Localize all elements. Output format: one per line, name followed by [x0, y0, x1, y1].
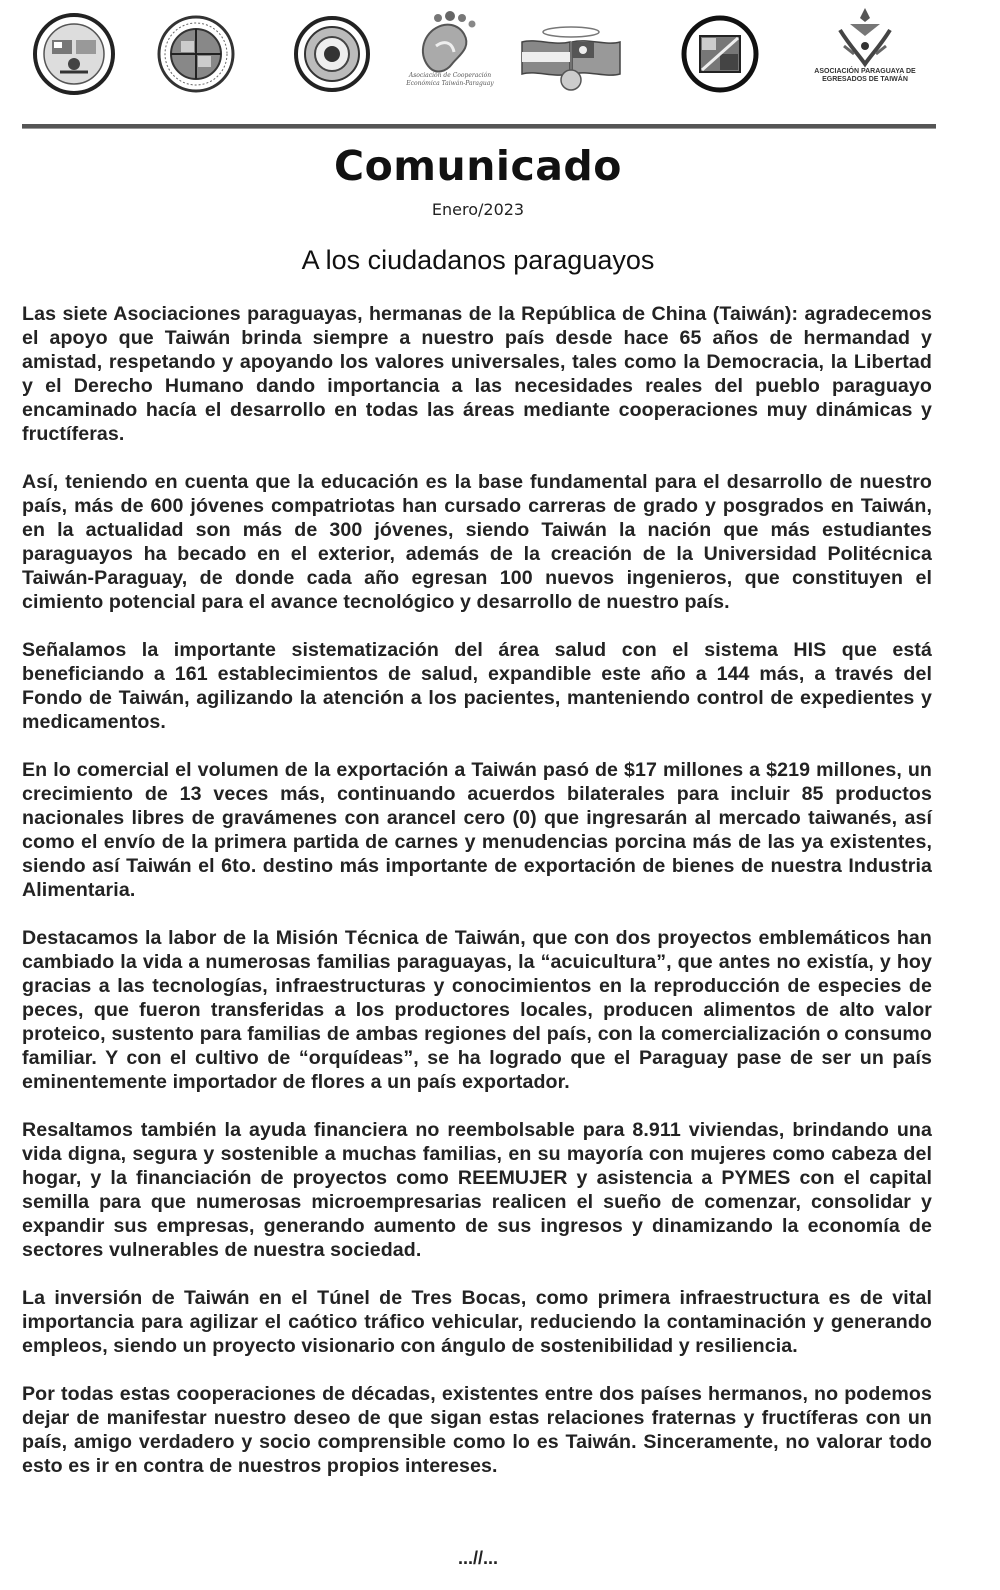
logo-asociacion-1 — [32, 6, 116, 106]
paragraph-3: Señalamos la importante sistematización del área salud con el sistema HIS que está beneficiando a 161 establecimientos de salud, expandible este año a 144 más, a través del Fondo de Taiwán, agilizando la atención a los pacientes, manteniendo control de expedientes y medicamentos. — [22, 639, 932, 733]
paragraph-8: Por todas estas cooperaciones de décadas, existentes entre dos países hermanos, no podemos dejar de manifestar nuestro deseo de que sigan estas relaciones fraternas y fructíferas con un país, amigo verdadero y socio comprensible como lo es Taiwán. Sinceramente, no valorar todo esto es ir en contra de nuestros propios intereses. — [22, 1383, 932, 1477]
emblem-footprint-icon — [400, 6, 500, 76]
logo-asociacion-4 — [400, 6, 500, 106]
emblem-circle-flags-icon — [32, 12, 116, 96]
paragraph-6: Resaltamos también la ayuda financiera no reembolsable para 8.911 viviendas, brindando una vida digna, segura y sostenible a muchas familias, en su mayoría con mujeres como cabeza del hogar, y la financiación de proyectos como REEMUJER y asistencia a PYMES con el capital semilla para que numerosas microempresarias realicen el sueño de comenzar, consolidar y expandir sus empresas, generando aumento de sus ingresos y dinamizando la economía de sectores vulnerables de nuestra sociedad. — [22, 1119, 932, 1261]
logo-asociacion-2 — [156, 6, 240, 106]
logo-caption-4: Asociación de Cooperación Económica Taiwán-Paraguay — [406, 72, 494, 87]
paragraph-1: Las siete Asociaciones paraguayas, hermanas de la República de China (Taiwán): agradecemos el apoyo que Taiwán brinda siempre a nuestro país desde hace 65 años de hermandad y amistad, respetando y apoyando los valores universales, tales como la Democracia, la Libertad y el Derecho Humano dando importancia a las necesidades reales del pueblo paraguayo encaminado hacía el desarrollo en todas las áreas mediante cooperaciones muy dinámicas y fructíferas. — [22, 303, 932, 445]
logo-asociacion-5 — [516, 6, 626, 106]
logos-row — [22, 6, 934, 106]
logo-asociacion-6 — [680, 6, 760, 106]
document-body — [22, 302, 932, 1502]
paragraph-7: La inversión de Taiwán en el Túnel de Tres Bocas, como primera infraestructura es de vital importancia para agilizar el caótico tráfico vehicular, reduciendo la contaminación y generando empleos, siendo un proyecto visionario con ángulo de sostenibilidad y resiliencia. — [22, 1287, 932, 1357]
logo-asociacion-3 — [292, 6, 372, 106]
document-date: Enero/2023 — [431, 200, 525, 219]
paragraph-5: Destacamos la labor de la Misión Técnica de Taiwán, que con dos proyectos emblemáticos han cambiado la vida a numerosas familias paraguayas, la “acuicultura”, que antes no existía, y hoy gracias a las tecnologías, infraestructuras y conocimientos en la reproducción de especies de peces, que fueron transferidas a los productores locales, producen alimentos de alto valor proteico, sustento para familias de ambas regiones del país, con la comercialización o consumo familiar. Y con el cultivo de “orquídeas”, se ha logrado que el Paraguay pase de ser un país eminentemente importador de flores a un país exportador. — [22, 927, 932, 1093]
continuation-mark: ...//... — [457, 1548, 498, 1568]
header-divider — [22, 124, 936, 129]
emblem-circle-globe-icon — [156, 14, 236, 94]
emblem-circle-square-icon — [680, 14, 760, 94]
emblem-cap-icon — [810, 6, 920, 68]
document-subtitle: A los ciudadanos paraguayos — [301, 245, 655, 275]
emblem-flags-icon — [516, 12, 626, 96]
logo-caption-7: ASOCIACIÓN PARAGUAYA DE EGRESADOS DE TAIWÁN — [814, 68, 916, 83]
document-title: Comunicado — [334, 142, 622, 190]
emblem-circle-seal-icon — [292, 14, 372, 94]
paragraph-4: En lo comercial el volumen de la exportación a Taiwán pasó de $17 millones a $219 millones, un crecimiento de 13 veces más, continuando acuerdos bilaterales para incluir 85 productos nacionales libres de gravámenes con arancel cero (0) que ingresarán al mercado taiwanés, así como el envío de la primera partida de carnes y menudencias porcina más de las ya existentes, siendo así Taiwán el 6to. destino más importante de exportación de bienes de nuestra Industria Alimentaria. — [22, 759, 932, 901]
paragraph-2: Así, teniendo en cuenta que la educación es la base fundamental para el desarrollo de nuestro país, más de 600 jóvenes compatriotas han cursado carreras de grado y posgrados en Taiwán, en la actualidad son más de 300 jóvenes, siendo Taiwán la nación que más estudiantes paraguayos ha becado en el exterior, además de la creación de la Universidad Politécnica Taiwán-Paraguay, de donde cada año egresan 100 nuevos ingenieros, que constituyen el cimiento potencial para el avance tecnológico y desarrollo de nuestro país. — [22, 471, 932, 613]
logo-asociacion-7 — [810, 6, 920, 106]
